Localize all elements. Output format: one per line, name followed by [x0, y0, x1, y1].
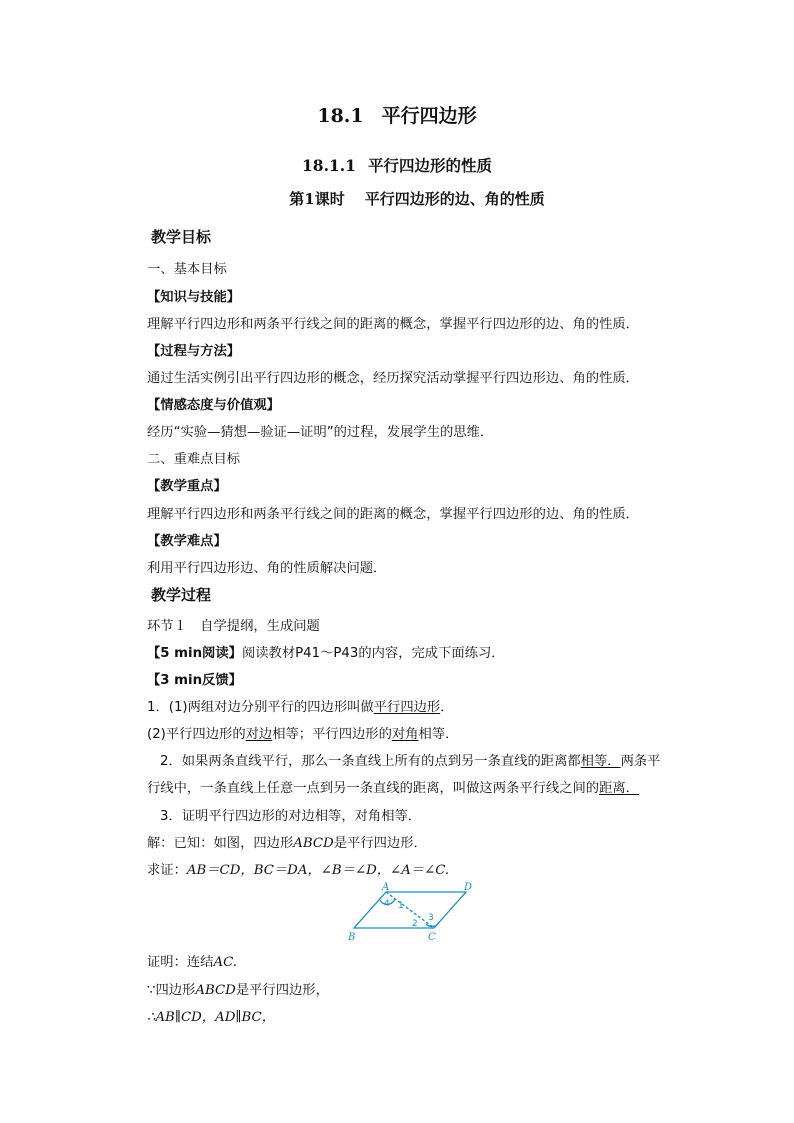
proof2-end: 是平行四边形， [235, 983, 329, 998]
question-2b [147, 777, 639, 796]
proof1-text: 证明：连结 [147, 955, 214, 970]
q1b-end: 相等． [418, 727, 459, 742]
subsection-title-text: 平行四边形的性质 [367, 156, 492, 175]
process-tag: 【过程与方法】 [147, 344, 241, 359]
focus-text: 理解平行四边形和两条平行线之间的距离的概念，掌握平行四边形的边、角的性质． [147, 507, 639, 522]
section-title [0, 101, 794, 128]
q1b-answer-1: 对边 [245, 727, 273, 742]
solution-end: 是平行四边形． [333, 836, 427, 851]
question-2a [160, 750, 660, 769]
label-angle-2: 2 [412, 919, 418, 929]
diagonal-ac [386, 892, 434, 928]
question-1b [147, 723, 458, 742]
question-3: 3．证明平行四边形的对边相等，对角相等． [160, 809, 422, 824]
q1a-answer: 平行四边形 [373, 700, 441, 715]
q1b-text: (2)平行四边形的 [147, 727, 246, 742]
prove-label: 求证： [147, 863, 187, 878]
key-goals-label: 二、重难点目标 [147, 452, 241, 467]
q1b-mid: 相等；平行四边形的 [272, 727, 392, 742]
reading-line [147, 642, 505, 661]
lesson-title [0, 188, 794, 209]
prove-expression: AB＝CD，BC＝DA，∠B＝∠D，∠A＝∠C. [186, 863, 450, 878]
q2a-answer: 相等． [580, 754, 621, 769]
parallelogram-figure [340, 880, 480, 942]
proof2-text: ∵四边形 [147, 983, 196, 998]
label-d: D [464, 882, 473, 893]
emotion-text: 经历“实验—猜想—验证—证明”的过程，发展学生的思维． [147, 425, 494, 440]
label-angle-3: 3 [428, 913, 434, 923]
process-text: 通过生活实例引出平行四边形的概念，经历探究活动掌握平行四边形边、角的性质． [147, 371, 639, 386]
emotion-tag: 【情感态度与价值观】 [147, 398, 280, 413]
solution-text: 解：已知：如图，四边形 [147, 836, 294, 851]
q1a-text: 1．(1)两组对边分别平行的四边形叫做 [147, 700, 374, 715]
feedback-tag: 【3 min反馈】 [147, 673, 242, 688]
section-title-text: 平行四边形 [381, 105, 477, 127]
section-number: 18.1 [317, 105, 364, 127]
difficulty-text: 利用平行四边形边、角的性质解决问题． [147, 561, 387, 576]
label-angle-1: 1 [398, 901, 404, 911]
lesson-title-text: 平行四边形的边、角的性质 [364, 190, 545, 208]
prove-line [147, 859, 449, 878]
label-a: A [382, 882, 390, 893]
difficulty-tag: 【教学难点】 [147, 534, 227, 549]
subsection-number: 18.1.1 [302, 156, 356, 175]
process-heading: 教学过程 [151, 586, 212, 604]
goals-heading: 教学目标 [151, 228, 212, 246]
q1a-end: ． [440, 700, 454, 715]
solution-quad: ABCD [293, 836, 334, 851]
reading-text: 阅读教材P41～P43的内容，完成下面练习． [241, 646, 505, 661]
q2b-text: 行线中，一条直线上任意一点到另一条直线的距离，叫做这两条平行线之间的 [147, 781, 600, 796]
proof-line-2 [147, 979, 329, 998]
q2b-answer: 距离． [599, 781, 639, 796]
label-angle-4: 4 [384, 899, 390, 909]
proof-line-1 [147, 951, 237, 970]
focus-tag: 【教学重点】 [147, 479, 227, 494]
q2a-end: 两条平 [620, 754, 661, 769]
label-c: C [428, 932, 436, 942]
proof-line-3: ∴AB∥CD，AD∥BC， [147, 1010, 276, 1025]
knowledge-tag: 【知识与技能】 [147, 290, 241, 305]
reading-tag: 【5 min阅读】 [147, 646, 242, 661]
basic-goals-label: 一、基本目标 [147, 262, 227, 277]
q2a-text: 2．如果两条直线平行，那么一条直线上所有的点到另一条直线的距离都 [160, 754, 581, 769]
knowledge-text: 理解平行四边形和两条平行线之间的距离的概念，掌握平行四边形的边、角的性质． [147, 317, 639, 332]
step1-label: 环节１ 自学提纲，生成问题 [147, 619, 320, 634]
solution-given [147, 832, 427, 851]
q1b-answer-2: 对角 [391, 727, 419, 742]
subsection-title [0, 154, 794, 176]
proof2-quad: ABCD [195, 983, 236, 998]
lesson-label: 第1课时 [289, 190, 345, 208]
label-b: B [348, 932, 356, 942]
question-1a [147, 696, 454, 715]
proof1-segment: AC. [213, 955, 238, 970]
